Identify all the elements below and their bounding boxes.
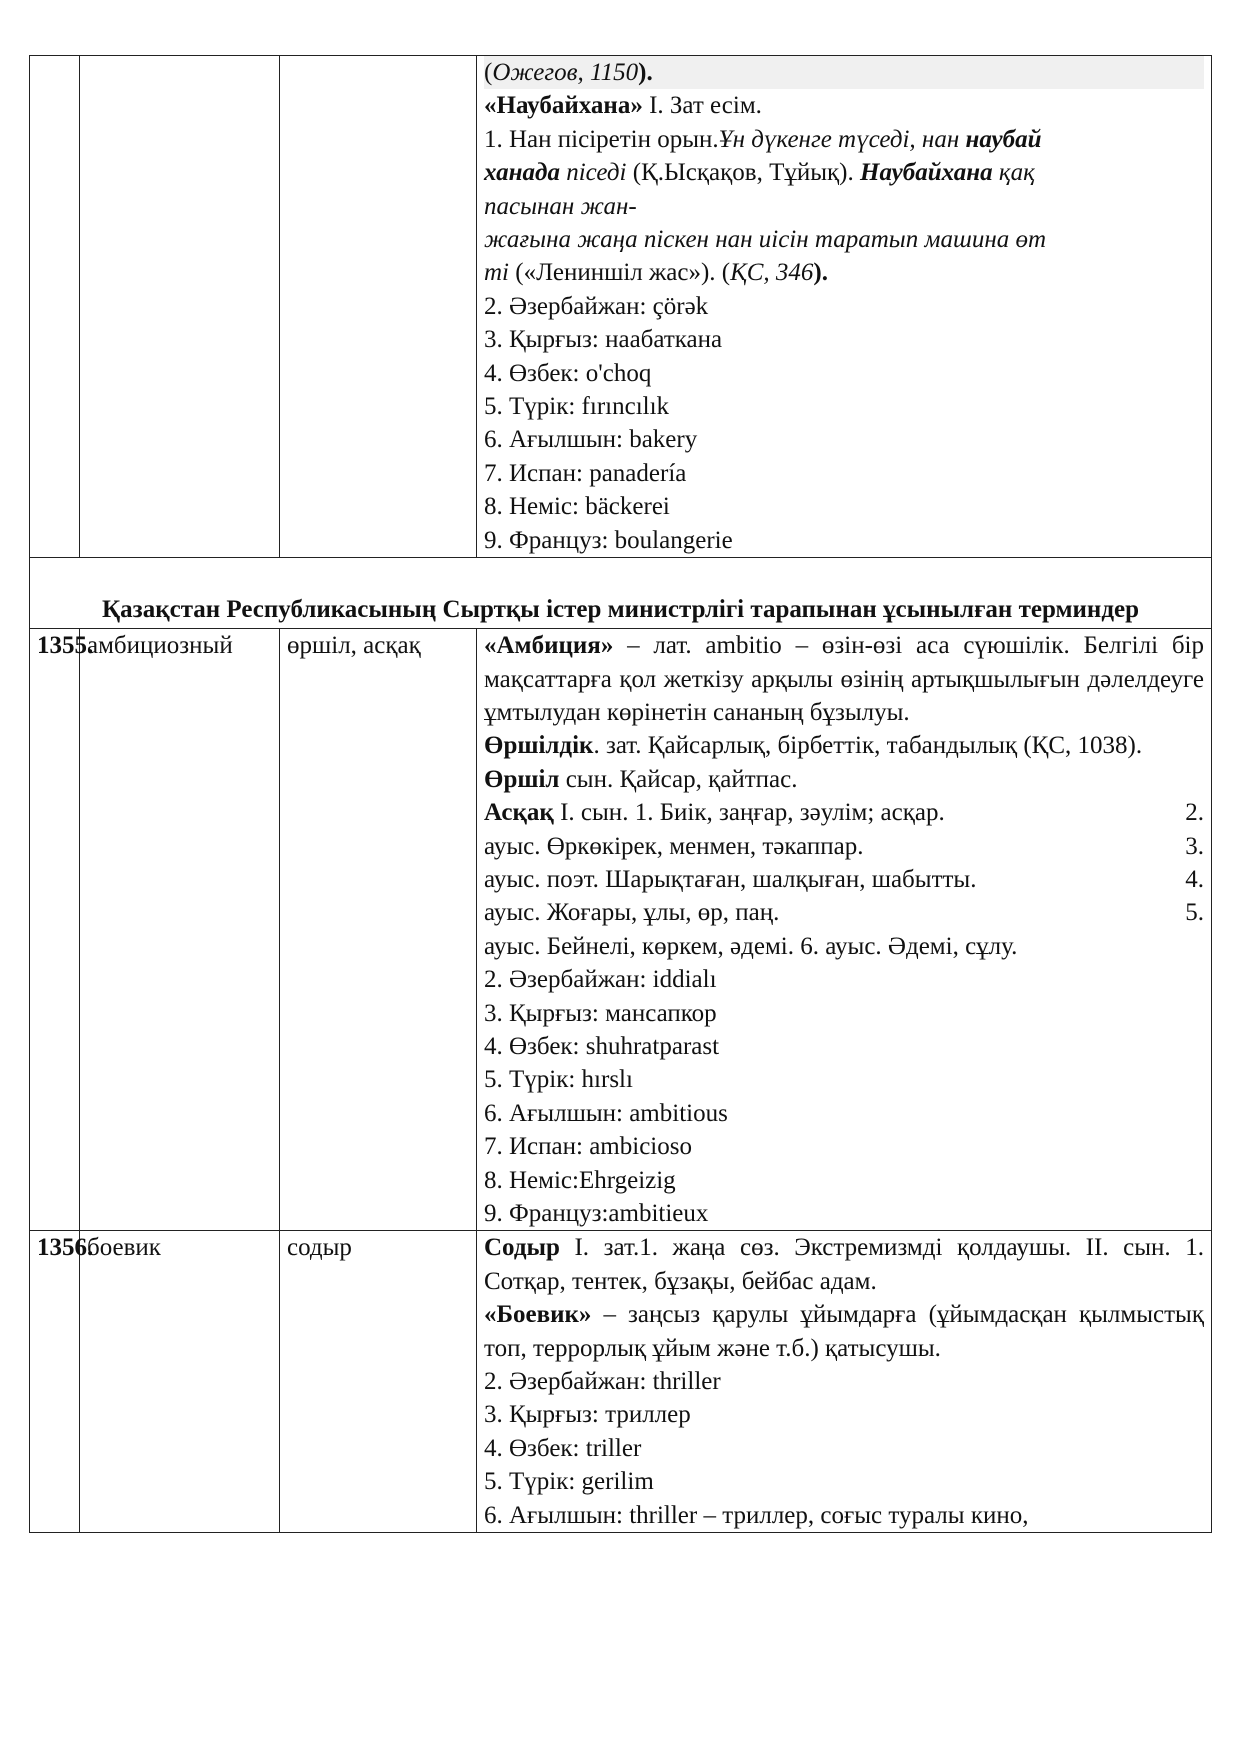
definition-example-cont: ханада піседі (Қ.Ысқақов, Тұйық). Наубайхана қақ xyxy=(484,159,1035,187)
translation-line: 9. Француз: boulangerie xyxy=(484,526,733,554)
definition-paragraph: «Боевик» – заңсыз қарулы ұйымдарға (ұйымдасқан қылмыстық топ, террорлық ұйым және т.б.) қатысушы. xyxy=(484,1301,1204,1362)
kazakh-term: содыр xyxy=(280,1231,477,1533)
translation-line: 6. Ағылшын: ambitious xyxy=(484,1099,728,1127)
translation-line: 4. Өзбек: triller xyxy=(484,1434,642,1462)
term-heading: «Наубайхана» І. Зат есім. xyxy=(484,92,762,120)
translation-line: 6. Ағылшын: bakery xyxy=(484,426,698,454)
askak-line: ауыс. Жоғары, ұлы, өр, паң. 5. xyxy=(484,899,1204,927)
source-reference: (Ожегов, 1150). xyxy=(484,56,1204,89)
definition-example: 1. Нан пісіретін орын.Ұн дүкенге түседі, нан наубай xyxy=(484,125,1042,153)
translation-line: 9. Француз:ambitieux xyxy=(484,1200,709,1227)
entry-row-continued xyxy=(30,56,1212,558)
number-cell xyxy=(30,56,80,558)
askak-line: ауыс. поэт. Шарықтаған, шалқыған, шабытты. 4. xyxy=(484,865,1204,893)
example-line: жағына жаңа піскен нан иісін таратып машина өт xyxy=(484,226,1047,254)
description-cell xyxy=(477,1231,1212,1533)
example-line: пасынан жан- xyxy=(484,192,637,220)
translation-line: 7. Испан: panadería xyxy=(484,459,687,487)
russian-term: амбициозный xyxy=(80,629,280,1231)
section-heading: Қазақстан Республикасының Сыртқы істер министрлігі тарапынан ұсынылған терминдер xyxy=(30,558,1212,629)
definition-paragraph: Өршіл сын. Қайсар, қайтпас. xyxy=(484,765,798,793)
translation-line: 8. Неміс:Ehrgeizig xyxy=(484,1166,676,1194)
translation-line: 4. Өзбек: o'choq xyxy=(484,359,652,387)
translation-line: 3. Қырғыз: триллер xyxy=(484,1401,691,1429)
translation-line: 4. Өзбек: shuhratparast xyxy=(484,1032,720,1060)
section-heading-row xyxy=(30,558,1212,629)
translation-line: 5. Түрік: hırslı xyxy=(484,1066,633,1094)
askak-line: Асқақ І. сын. 1. Биік, заңғар, зәулім; асқар. 2. xyxy=(484,799,1204,827)
kazakh-term-cell xyxy=(280,56,477,558)
entry-number: 1356. xyxy=(30,1231,80,1533)
translation-line: 2. Әзербайжан: iddialı xyxy=(484,966,717,994)
askak-line: ауыс. Бейнелі, көркем, әдемі. 6. ауыс. Әдемі, сұлу. xyxy=(484,932,1018,960)
translation-line: 2. Әзербайжан: çörək xyxy=(484,292,709,320)
translation-line: 2. Әзербайжан: thriller xyxy=(484,1368,721,1396)
translation-line: 6. Ағылшын: thriller – триллер, соғыс туралы кино, xyxy=(484,1501,1029,1529)
kazakh-term: өршіл, асқақ xyxy=(280,629,477,1231)
entry-row-1356 xyxy=(30,1231,1212,1533)
terminology-table xyxy=(29,55,1212,1533)
russian-term-cell xyxy=(80,56,280,558)
translation-line: 3. Қырғыз: наабаткана xyxy=(484,326,723,354)
entry-row-1355 xyxy=(30,629,1212,1231)
translation-line: 5. Түрік: gerilim xyxy=(484,1468,654,1496)
entry-number: 1355. xyxy=(30,629,80,1231)
translation-line: 3. Қырғыз: мансапкор xyxy=(484,999,717,1027)
translation-line: 5. Түрік: fırıncılık xyxy=(484,393,670,421)
description-cell xyxy=(477,56,1212,558)
russian-term: боевик xyxy=(80,1231,280,1533)
definition-paragraph: Содыр І. зат.1. жаңа сөз. Экстремизмді қолдаушы. ІІ. сын. 1. Сотқар, тентек, бұзақы, бейбас адам. xyxy=(484,1234,1204,1295)
translation-line: 7. Испан: ambicioso xyxy=(484,1133,692,1161)
example-source: ті («Лениншіл жас»). (ҚС, 346). xyxy=(484,259,828,287)
definition-paragraph: «Амбиция» – лат. ambitio – өзін-өзі аса сүюшілік. Белгілі бір мақсаттарға қол жеткізу арқылы өзінің артықшылығын дәлелдеуге ұмтылудан көрінетін сананың бұзылуы. xyxy=(484,632,1204,726)
askak-line: ауыс. Өркөкірек, менмен, тәкаппар. 3. xyxy=(484,832,1204,860)
translation-line: 8. Неміс: bäckerei xyxy=(484,493,670,521)
description-cell xyxy=(477,629,1212,1231)
definition-paragraph: Өршілдік. зат. Қайсарлық, бірбеттік, табандылық (ҚС, 1038). xyxy=(484,732,1143,760)
